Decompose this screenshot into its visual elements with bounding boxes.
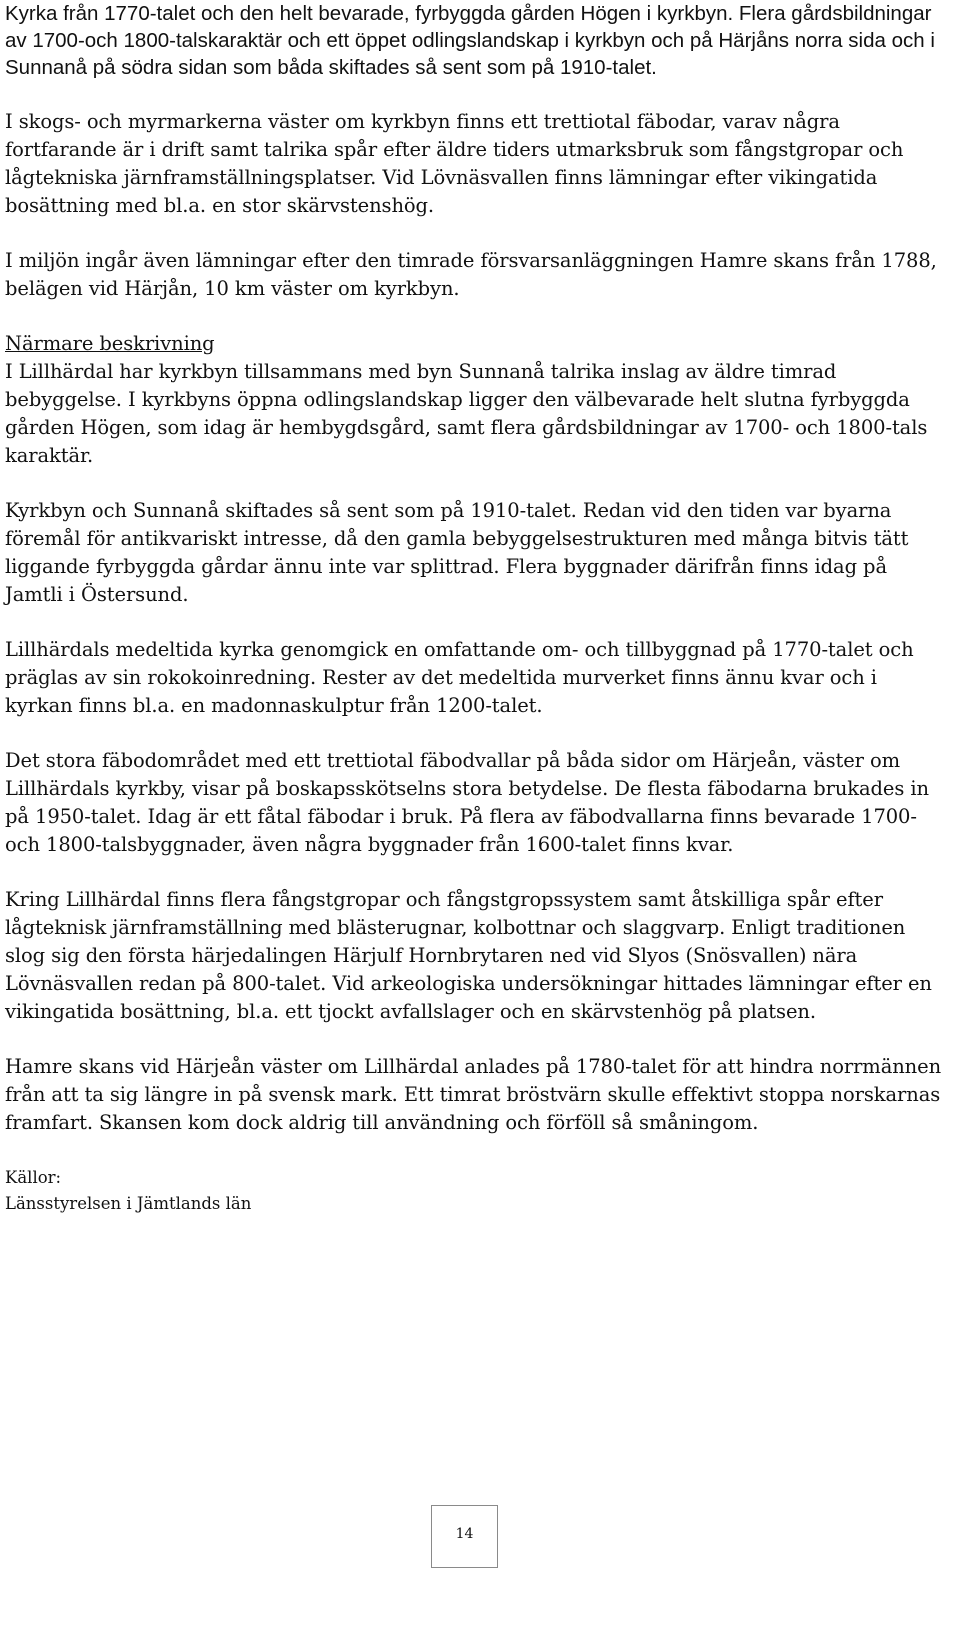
intro-paragraph: Kyrka från 1770-talet och den helt bevarade, fyrbyggda gården Högen i kyrkbyn. Flera gårdsbildningar av 1700-och 1800-talskaraktär och ett öppet odlingslandskap i kyrkbyn och på Härjåns norra sida och i Sunnanå på södra sidan som båda skiftades så sent som på 1910-talet. <box>5 2 935 79</box>
page-number: 14 <box>455 1526 474 1542</box>
sources-label: Källor: <box>5 1168 62 1187</box>
sources-value: Länsstyrelsen i Jämtlands län <box>5 1194 252 1213</box>
page-number-box <box>431 1505 498 1568</box>
section-paragraph: I Lillhärdal har kyrkbyn tillsammans med byn Sunnanå talrika inslag av äldre timrad bebyggelse. I kyrkbyns öppna odlingslandskap ligger den välbevarade helt slutna fyrbyggda gården Högen, som idag är hembygdsgård, samt flera gårdsbildningar av 1700- och 1800-tals karaktär. <box>5 360 928 467</box>
section-description <box>5 330 945 470</box>
section-heading: Närmare beskrivning <box>5 332 215 355</box>
sources-block <box>5 1165 945 1217</box>
paragraph-fabodar: I skogs- och myrmarkerna väster om kyrkbyn finns ett trettiotal fäbodar, varav några fortfarande är i drift samt talrika spår efter äldre tiders utmarksbruk som fångstgropar och lågtekniska järnframställningsplatser. Vid Lövnäsvallen finns lämningar efter vikingatida bosättning med bl.a. en stor skärvstenshög. <box>5 110 904 217</box>
section-paragraph: Hamre skans vid Härjeån väster om Lillhärdal anlades på 1780-talet för att hindra norrmännen från att ta sig längre in på svensk mark. Ett timrat bröstvärn skulle effektivt stoppa norskarnas framfart. Skansen kom dock aldrig till användning och förföll så småningom. <box>5 1055 942 1134</box>
section-paragraph: Det stora fäbodområdet med ett trettiotal fäbodvallar på båda sidor om Härjeån, väster om Lillhärdals kyrkby, visar på boskapsskötselns stora betydelse. De flesta fäbodarna brukades in på 1950-talet. Idag är ett fåtal fäbodar i bruk. På flera av fäbodvallarna finns bevarade 1700- och 1800-talsbyggnader, även några byggnader från 1600-talet finns kvar. <box>5 749 929 856</box>
document-page <box>5 0 945 1217</box>
section-paragraph: Lillhärdals medeltida kyrka genomgick en omfattande om- och tillbyggnad på 1770-talet och präglas av sin rokokoinredning. Rester av det medeltida murverket finns ännu kvar och i kyrkan finns bl.a. en madonnaskulptur från 1200-talet. <box>5 638 914 717</box>
section-paragraph: Kring Lillhärdal finns flera fångstgropar och fångstgropssystem samt åtskilliga spår efter lågteknisk järnframställning med blästerugnar, kolbottnar och slaggvarp. Enligt traditionen slog sig den första härjedalingen Härjulf Hornbrytaren ned vid Slyos (Snösvallen) nära Lövnäsvallen redan på 800-talet. Vid arkeologiska undersökningar hittades lämningar efter en vikingatida bosättning, bl.a. ett tjockt avfallslager och en skärvstenhög på platsen. <box>5 888 932 1023</box>
paragraph-hamre-skans: I miljön ingår även lämningar efter den timrade försvarsanläggningen Hamre skans från 1788, belägen vid Härjån, 10 km väster om kyrkbyn. <box>5 249 937 300</box>
section-paragraph: Kyrkbyn och Sunnanå skiftades så sent som på 1910-talet. Redan vid den tiden var byarna föremål för antikvariskt intresse, då den gamla bebyggelsestrukturen med många bitvis tätt liggande fyrbyggda gårdar ännu inte var splittrad. Flera byggnader därifrån finns idag på Jamtli i Östersund. <box>5 499 909 606</box>
